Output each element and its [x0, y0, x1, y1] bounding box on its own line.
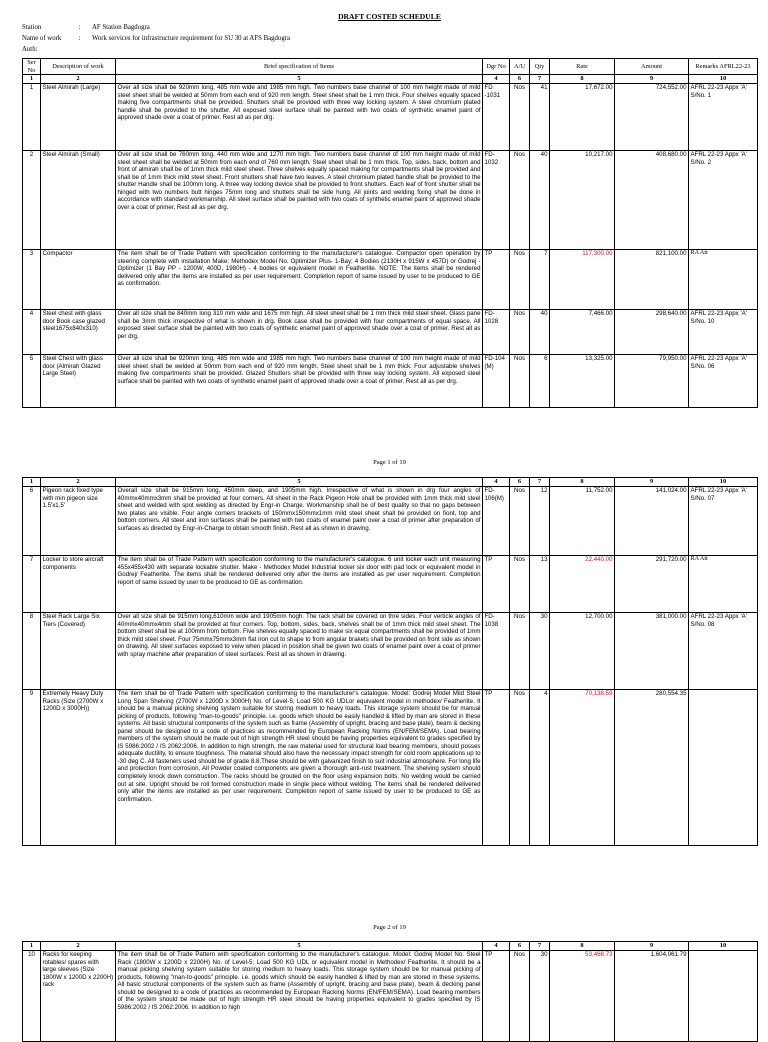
column-number: 7 — [530, 478, 550, 487]
cell-desc: Steel chest with glass door Book case glazed steel1675x840x310) — [41, 310, 116, 355]
cell-au: Nos — [510, 690, 530, 846]
cell-remarks: RA Att — [689, 250, 758, 310]
column-header-remarks: Remarks AFRL22-23 — [689, 59, 758, 75]
cell-ser: 7 — [23, 556, 41, 613]
column-number: 2 — [41, 75, 116, 84]
table-row — [23, 690, 758, 846]
column-number: 2 — [41, 478, 116, 487]
table-row — [23, 151, 758, 250]
column-number: 9 — [615, 75, 689, 84]
schedule-table — [22, 941, 758, 1042]
cell-ser: 8 — [23, 613, 41, 690]
schedule-table — [22, 58, 758, 408]
cell-spec: Over all size shall be 760mm long, 440 mm wide and 1270 mm high. Two numbers base channel of 100 mm height made of mild steel sheet shall be welded at 50mm from each end of 760 mm length. Steel sheet shall be 1 mm thick. Top, sides, back, bottom and front of almirah shall be of 1mm thick mild steel sheet. Three shelves equally spaced making for compartments shall be provided and shall be of 1mm thick mild steel sheet. Front shutters shall have two leaves. A steel chromium plated handle shall be provided to the shutter Handle shall be 100mm long. A three way locking device shall be provided to front shutters. Each leaf of front shutter shall be hinged with two numbers butt hinges 75mm long and shutters shall be side hung. All joints and welding fixing shall be done in accordance with standard workmanship. All steel surface shall be painted with two coats of synthetic enamel paint of approved shade over a coat of primer. Rest all as per drg. — [116, 151, 483, 250]
column-number-row — [23, 75, 758, 84]
cell-dgr: FD-104 (M) — [483, 355, 510, 408]
cell-rate: 13,325.00 — [550, 355, 615, 408]
station-label: Station — [22, 24, 42, 31]
cell-remarks: AFRL 22-23 Appx 'A' S/No. 08 — [689, 613, 758, 690]
cell-rate: 11,752.00 — [550, 487, 615, 556]
cell-dgr: FD-106(M) — [483, 487, 510, 556]
column-header-spec: Brief specification of Items — [116, 59, 483, 75]
table-row — [23, 613, 758, 690]
column-number: 10 — [689, 75, 758, 84]
cell-spec: The item shall be of Trade Pattern with specification conforming to the manufacturer's catalogue. Model: Godrej Model Mild Steel Long Span Shelving (2700W x 1200D x 3000H) No. of Level-5; Load 500 KG UDLor equivalent model in methodex/ Featherlite. It should be a manual picking shelving system suitable for storing medium to heavy loads. This storage system should be for manual picking of products, following "man-to-goods" principle. i.e. goods which should be easily handled & lifted by man are stored in these systems. All basic structural components of the system such as frame (Assembly of upright, bracing and base plate), beam & decking panel should be designed to a code of practices as recommended by European Racking Norms (EN/FEM/SEMA). Load bearing members of the system should be made out of high strength HR steel should be having properties equivalent to grades specified by IS 5986:2002 / IS 2062:2006. In addition to high strength, the raw material used for structural load bearing members, should posses adequate ductility, to ensure toughness. The material should also have the necessary impact strength for cold room applications up to -30 deg C. All fasteners used should be of grade 8.8.These should be with galvanized finish to suit industrial atmosphere. For long life and protection from corrosion, All Powder coated components are given a thorough anti-rust treatment. The shelving system should completely knock down construction. The racks should be grouted on the floor using expansion bolts. No welding would be carried out at site. Upright should be roll formed construction made in single piece without welding. The items shall be rendered delivered only after the items are installed as per user requirement. Completion report of same issued by user to be produced to GE as confirmation. — [116, 690, 483, 846]
column-header-rate: Rate — [550, 59, 615, 75]
column-number: 5 — [116, 75, 483, 84]
page-number-footer: Page 2 of 19 — [373, 924, 406, 931]
cell-amount: 408,680.00 — [615, 151, 689, 250]
cell-spec: The item shall be of Trade Pattern with specification conforming to the manufacturer's catalogue. Model: Godrej Model No. Steel Rack (1800W x 1200D x 2200H) No. of Level-5; Load 500 KG UDL or equivalent model in Methodex/ Featherlite. It should be a manual picking shelving system suitable for storing medium to heavy loads. This storage system should be for manual picking of products, following "man-to-goods" principle. i.e. goods which should be easily handled & lifted by man are stored in these systems. All basic structural components of the system such as frame (Assembly of upright, bracing and base plate), beam & decking panel should be designed to a code of practices as recommended by European Racking Norms (EN/FEM/SEMA). Load bearing members of the system should be made out of high strength HR steel should be having properties equivalent to grades specified by IS 5986:2002 / IS 2062:2006. In addition to high — [116, 951, 483, 1042]
cell-amount: 79,950.00 — [615, 355, 689, 408]
cell-desc: Compactor — [41, 250, 116, 310]
column-number: 10 — [689, 478, 758, 487]
cell-desc: Steel Rack Large Six Tiers (Covered) — [41, 613, 116, 690]
cell-amount: 280,554.35 — [615, 690, 689, 846]
cell-rate: 7,466.00 — [550, 310, 615, 355]
column-number: 5 — [116, 942, 483, 951]
column-number-row — [23, 942, 758, 951]
column-number: 1 — [23, 478, 41, 487]
cell-au: Nos — [510, 613, 530, 690]
table-row — [23, 355, 758, 408]
table-row — [23, 556, 758, 613]
cell-dgr: TP — [483, 556, 510, 613]
column-number: 7 — [530, 75, 550, 84]
cell-rate: 53,468.73 — [550, 951, 615, 1042]
cell-spec: Overall size shall be 915mm long, 450mm deep, and 1905mm high. Irrespective of what is shown in drg four angles of 40mmx40mmx3mm shall be provided at four corners. All sheet in the Rack Pigeon Hole shall be provided with 1mm thick mild steel sheet and welded with spot welding as directed by Engr-in Charge. Workmanship shall be of best quality so that no gaps between two plates are visible. Four angle corners brackets of 150mmx150mmx1mm mild steel sheet shall be provided on fiont, top and bottom corners. All steel and iron surfaces shall be painted with two coats of enamel paint over a coat of primer after preparation of surfaces as directed by Engr-in-Charge to obtain smooth finish. Rest all as shown in drawing. — [116, 487, 483, 556]
cell-desc: Steel Almirah (Small) — [41, 151, 116, 250]
cell-desc: Steel Almirah (Large) — [41, 84, 116, 151]
cell-ser: 4 — [23, 310, 41, 355]
cell-qty: 40 — [530, 151, 550, 250]
cell-dgr: FD-1032 — [483, 151, 510, 250]
cell-qty: 12 — [530, 487, 550, 556]
cell-amount: 724,552.00 — [615, 84, 689, 151]
cell-qty: 13 — [530, 556, 550, 613]
column-header-dgr: Dgr No — [483, 59, 510, 75]
cell-au: Nos — [510, 250, 530, 310]
cell-qty: 7 — [530, 250, 550, 310]
cell-ser: 5 — [23, 355, 41, 408]
cell-rate: 70,138.59 — [550, 690, 615, 846]
column-header-qty: Qty — [530, 59, 550, 75]
table-row — [23, 487, 758, 556]
cell-dgr: TP — [483, 951, 510, 1042]
column-number: 6 — [510, 478, 530, 487]
cell-spec: Over all size shall be 915mm long,610mm wide and 1905mm hogh. The rack shall be covered on thre sides. Four verticle angles of 40mmx40mmx4mm shall be provided at four corners. Top, bottom, sides, back, shelves shall be of 1mm thick mild steel sheet. The bottom sheet shall be at 100mm from bottom. Five shelves equally spaced to make six equal compartments shall be provided of 1mm thick mild steel sheet. Four 75mmx75mmx3mm flat iron cut to shape to from angular brakets shall be provided on front side as shown on drawing. All steel surfaces exposed to veiw when placed in position shall be given two coats of enamel paint over a coat of primer with spray machine after preparation of steel surfaces. Rest all as shown in drawing. — [116, 613, 483, 690]
cell-remarks: AFRL 22-23 Appx 'A' S/No. 10 — [689, 310, 758, 355]
column-header-desc: Description of work — [41, 59, 116, 75]
schedule-table — [22, 477, 758, 846]
cell-remarks: RA Att — [689, 556, 758, 613]
column-number: 9 — [615, 478, 689, 487]
cell-spec: Over all size shall be 840mm long 310 mm wide and 1675 mm high. All steel sheet shall be 1 mm thick mild steel sheet. Glass pane shall be 3mm thick irrespective of what is shown in drg. Book case shall be provided with four compartments of equal space. All exposed steel surface shall be painted with two coats of synthetic enamel paint of approved shade over a coat of primer. Rest all as per drg. — [116, 310, 483, 355]
column-number: 8 — [550, 942, 615, 951]
cell-amount: 821,100.00 — [615, 250, 689, 310]
column-number: 8 — [550, 75, 615, 84]
column-number: 4 — [483, 478, 510, 487]
cell-desc: Racks for keeping rotables/ spares with large sleeves (Size 1800W x 1200D x 2200H) rack — [41, 951, 116, 1042]
document-title: DRAFT COSTED SCHEDULE — [338, 12, 441, 21]
column-number-row — [23, 478, 758, 487]
cell-dgr: TP — [483, 250, 510, 310]
column-number: 4 — [483, 942, 510, 951]
work-value: Work services for infrastructure requirement for SU 30 at AFS Bagdogra — [92, 35, 291, 42]
cell-desc: Pigeon rack fixed type with min pigeon size 1.5'x1.5' — [41, 487, 116, 556]
column-header-au: A/U — [510, 59, 530, 75]
cell-remarks — [689, 951, 758, 1042]
cell-dgr: FD-1028 — [483, 310, 510, 355]
column-number: 6 — [510, 942, 530, 951]
column-header-amount: Amount — [615, 59, 689, 75]
cell-rate: 22,440.00 — [550, 556, 615, 613]
cell-qty: 6 — [530, 355, 550, 408]
cell-amount: 291,720.00 — [615, 556, 689, 613]
cell-ser: 3 — [23, 250, 41, 310]
cell-au: Nos — [510, 556, 530, 613]
cell-qty: 4 — [530, 690, 550, 846]
work-label: Name of work — [22, 35, 62, 42]
column-number: 6 — [510, 75, 530, 84]
cell-remarks: AFRL 22-23 Appx 'A' S/No. 1 — [689, 84, 758, 151]
table-row — [23, 951, 758, 1042]
cell-ser: 9 — [23, 690, 41, 846]
cell-rate: 10,217.00 — [550, 151, 615, 250]
cell-au: Nos — [510, 310, 530, 355]
cell-ser: 2 — [23, 151, 41, 250]
cell-desc: Extremely Heavy Duty Racks (Size (2700W x 1200D x 3000H)) — [41, 690, 116, 846]
cell-ser: 1 — [23, 84, 41, 151]
cell-qty: 41 — [530, 84, 550, 151]
cell-remarks — [689, 690, 758, 846]
auth-line — [22, 46, 67, 53]
page-number-footer: Page 1 of 19 — [373, 459, 406, 466]
cell-dgr: FD-1038 — [483, 613, 510, 690]
cell-amount: 141,024.00 — [615, 487, 689, 556]
cell-spec: The item shall be of Trade Pattern with specification conforming to the manufacturer's catalogue. 6 unit locker each unit measuring 455x455x430 with separate lockable shutter. Make - Methodex Model Industrial locker six door with pad lock or equivalent model in Godrej/ Featherlite. The items shall be rendered delivered only after the items are installed as per user requirement. Completion report of same issued by user to be produced to GE as confirmation. — [116, 556, 483, 613]
column-header-ser: Ser No — [23, 59, 41, 75]
work-name-line: Name of work : Work services for infrastructure requirement for SU 30 at AFS Bagdogra — [22, 35, 291, 42]
cell-spec: Over all size shall be 920mm long, 485 mm wide and 1985 mm high. Two numbers base channel of 100 mm height made of mild steel sheet shall be welded at 50mm from each end of 920 mm length. Steel sheet shall be 1 mm thick. Four adjustable shelves making five compartments shall be provided. Glazed Shutters shall be provided with three way locking system. All exposed steel surface shall be painted with two coats of synthetic enamel paint of approved shade over a coat of primer. Rest all as per drg. — [116, 355, 483, 408]
cell-ser: 6 — [23, 487, 41, 556]
cell-dgr: TP — [483, 690, 510, 846]
cell-qty: 30 — [530, 951, 550, 1042]
cell-remarks: AFRL 22-23 Appx 'A' S/No. 2 — [689, 151, 758, 250]
column-number: 7 — [530, 942, 550, 951]
cell-spec: Over all size shall be 920mm long, 485 mm wide and 1985 mm high. Two numbers base channel of 100 mm height made of mild steel sheet shall be welded at 50mm from each end of 920 mm length. Steel sheet shall be 1 mm thick. Four shelves equally spaced making five compartments shall be provided. Shutters shall be provided with three way locking system. A steel chromium plated handle shall be provided to the shutter. All exposed steel surface shall be painted with two coats of synthetic enamel paint of approved shade over a coat of primer. Rest all as per drg. — [116, 84, 483, 151]
cell-au: Nos — [510, 951, 530, 1042]
cell-qty: 30 — [530, 613, 550, 690]
cell-remarks: AFRL 22-23 Appx 'A' S/No. 07 — [689, 487, 758, 556]
cell-qty: 40 — [530, 310, 550, 355]
table-row — [23, 84, 758, 151]
cell-remarks: AFRL 22-23 Appx 'A' S/No. 06 — [689, 355, 758, 408]
cell-desc: Steel Chest with glass door (Almirah Glazed Large Steel) — [41, 355, 116, 408]
station-line: Station : AF Station Bagdogra — [22, 24, 150, 31]
column-number: 1 — [23, 75, 41, 84]
cell-au: Nos — [510, 355, 530, 408]
table-header-row — [23, 59, 758, 75]
cell-amount: 381,000.00 — [615, 613, 689, 690]
cell-au: Nos — [510, 151, 530, 250]
column-number: 1 — [23, 942, 41, 951]
column-number: 8 — [550, 478, 615, 487]
cell-amount: 1,604,061.79 — [615, 951, 689, 1042]
column-number: 10 — [689, 942, 758, 951]
auth-label: Auth: — [22, 46, 38, 53]
cell-rate: 12,700.00 — [550, 613, 615, 690]
column-number: 5 — [116, 478, 483, 487]
cell-rate: 117,300.00 — [550, 250, 615, 310]
station-value: AF Station Bagdogra — [92, 24, 150, 31]
cell-desc: Locker to store aircraft components — [41, 556, 116, 613]
table-row — [23, 250, 758, 310]
cell-dgr: FD -1031 — [483, 84, 510, 151]
cell-spec: The item shall be of Trade Pattern with specification conforming to the manufacturer's catalogue. Compactor open operation by steering complete with installation Make: Methodex Model No. Optimizer Plus- 1-Bay; 4 Bodies (2130H x 915W x 457D) or Godrej - Optimizer (1 Bay PP - 1200W, 400D, 1980H) - 4 bodies or equivalent model in Featherlite. NOTE: The items shall be rendered delivered only after the items are installed as per user requirement. Completion report of same issued by user to be produced to GE as confirmation. — [116, 250, 483, 310]
cell-ser: 10 — [23, 951, 41, 1042]
table-row — [23, 310, 758, 355]
cell-au: Nos — [510, 84, 530, 151]
column-number: 2 — [41, 942, 116, 951]
cell-au: Nos — [510, 487, 530, 556]
column-number: 4 — [483, 75, 510, 84]
column-number: 9 — [615, 942, 689, 951]
cell-amount: 298,640.00 — [615, 310, 689, 355]
cell-rate: 17,672.00 — [550, 84, 615, 151]
